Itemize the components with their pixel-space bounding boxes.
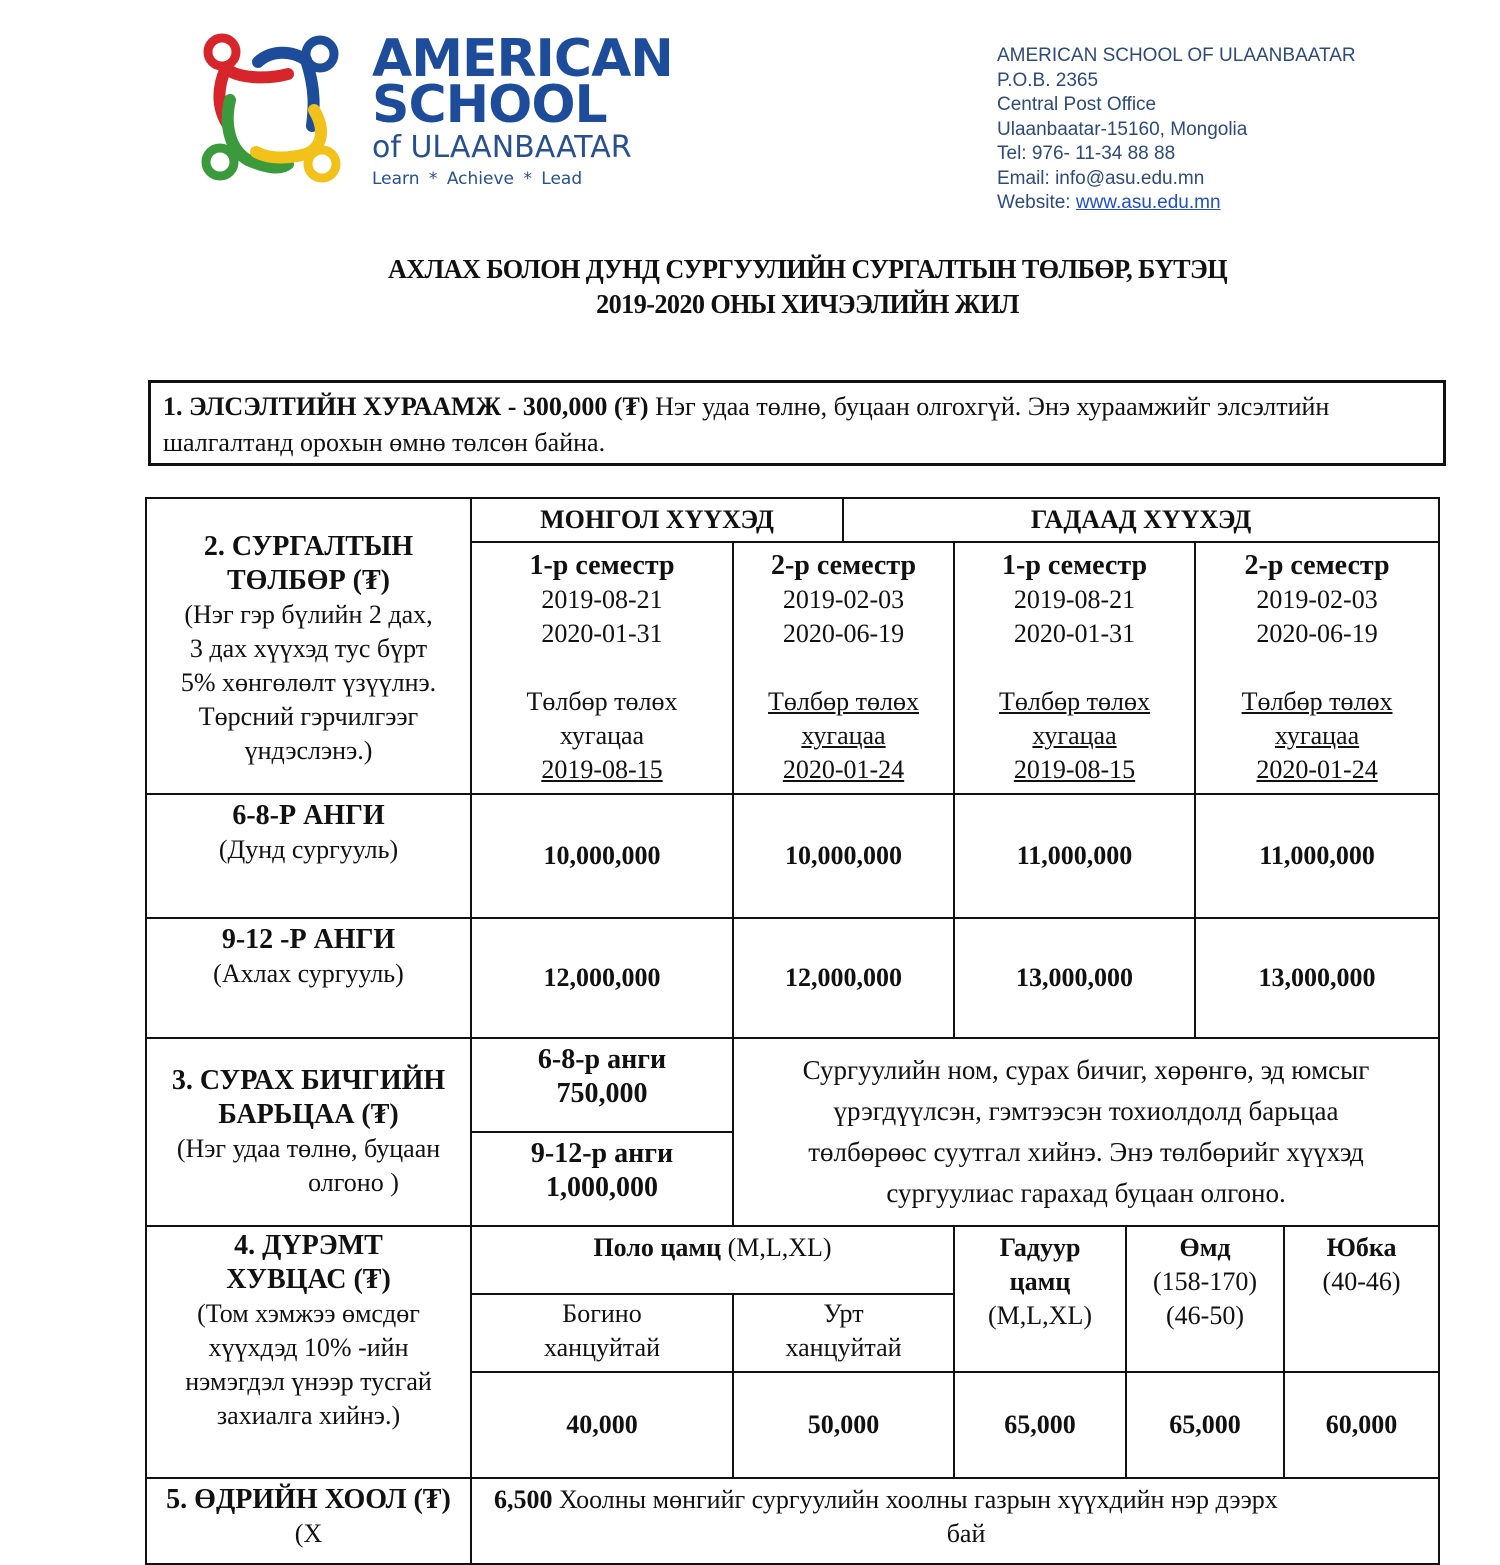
semester-title: 2-р семестр <box>1244 550 1390 581</box>
uniform-note-line: (Том хэмжээ өмсдөг <box>197 1299 420 1328</box>
address-city: Ulaanbaatar-15160, Mongolia <box>997 118 1248 140</box>
grade-name: 6-8-Р АНГИ <box>232 800 385 831</box>
page-title-line2: 2019-2020 ОНЫ ХИЧЭЭЛИЙН ЖИЛ <box>596 289 1019 319</box>
table-row <box>146 1478 1439 1564</box>
due-date: 2020-01-24 <box>782 755 905 784</box>
uniform-price: 40,000 <box>471 1372 733 1478</box>
deposit-grade: 6-8-р анги <box>537 1044 667 1075</box>
pants-title: Өмд <box>1179 1233 1231 1262</box>
logo-school: SCHOOL <box>372 75 607 135</box>
due-label-2: хугацаа <box>801 721 886 750</box>
fee-value: 11,000,000 <box>1195 794 1439 918</box>
deposit-item <box>471 1132 733 1226</box>
uniform-price: 50,000 <box>733 1372 954 1478</box>
semester-title: 1-р семестр <box>1002 550 1148 581</box>
jacket-title: цамц <box>1009 1267 1071 1296</box>
deposit-description-line: сургуулиас гарахад буцаан олгоно. <box>886 1178 1286 1208</box>
semester-cell <box>954 542 1195 794</box>
table-row <box>146 918 1439 1038</box>
deposit-description-line: төлбөрөөс суутгал хийнэ. Энэ төлбөрийг хүүхэд <box>808 1137 1364 1167</box>
pants-sizes: (158-170) <box>1153 1267 1257 1296</box>
jacket-header <box>954 1226 1126 1372</box>
logo-people-circle-icon <box>196 30 346 190</box>
polo-label: Поло цамц <box>593 1233 722 1262</box>
deposit-item <box>471 1038 733 1132</box>
address-email: Email: info@asu.edu.mn <box>997 167 1205 189</box>
tuition-label-cell <box>146 498 471 794</box>
address-tel: Tel: 976- 11-34 88 88 <box>997 143 1176 164</box>
table-row <box>146 794 1439 918</box>
deposit-title-line2: БАРЬЦАА (₮) <box>218 1099 399 1130</box>
due-label-2: хугацаа <box>1032 721 1117 750</box>
jacket-title: Гадуур <box>999 1233 1081 1262</box>
tuition-note-line5: үндэслэнэ.) <box>244 736 373 765</box>
due-date: 2019-08-15 <box>541 755 663 784</box>
uniform-price: 65,000 <box>1126 1372 1284 1478</box>
tuition-note-line4: Төрсний гэрчилгээг <box>198 702 419 731</box>
uniform-title-line2: ХУВЦАС (₮) <box>226 1264 391 1295</box>
address-website <box>997 191 1356 216</box>
due-label-2: хугацаа <box>1274 721 1360 750</box>
semester-start: 2019-02-03 <box>1256 585 1378 614</box>
due-label-1: Төлбөр төлөх <box>768 687 919 716</box>
semester-start: 2019-08-21 <box>541 585 663 614</box>
polo-sizes: (M,L,XL) <box>721 1233 832 1262</box>
semester-start: 2019-02-03 <box>782 585 905 614</box>
pants-header <box>1126 1226 1284 1372</box>
deposit-amount: 1,000,000 <box>546 1172 658 1203</box>
logo-of-ulaanbaatar: of ULAANBAATAR <box>372 130 632 165</box>
due-date: 2019-08-15 <box>1013 755 1136 784</box>
website-label: Website: <box>997 192 1076 213</box>
deposit-note-line2: олгоно ) <box>308 1168 399 1197</box>
meals-text-continued: бай <box>946 1519 986 1548</box>
uniform-label-cell <box>146 1226 471 1478</box>
meals-text: Хоолны мөнгийг сургуулийн хоолны газрын хүүхдийн нэр дээрх <box>552 1485 1278 1514</box>
group-header-mongolian: МОНГОЛ ХҮҮХЭД <box>471 498 843 542</box>
semester-title: 1-р семестр <box>529 550 675 581</box>
skirt-title: Юбка <box>1326 1233 1397 1262</box>
fees-table <box>145 497 1440 1565</box>
deposit-amount: 750,000 <box>556 1078 648 1109</box>
deposit-description <box>733 1038 1439 1226</box>
semester-end: 2020-06-19 <box>782 619 905 648</box>
fee-value: 13,000,000 <box>954 918 1195 1038</box>
deposit-description-line: Сургуулийн ном, сурах бичиг, хөрөнгө, эд юмсыг <box>802 1055 1370 1085</box>
due-label-1: Төлбөр төлөх <box>526 687 678 716</box>
admission-fee-box <box>148 380 1446 466</box>
skirt-header <box>1284 1226 1439 1372</box>
fee-value: 12,000,000 <box>733 918 954 1038</box>
semester-end: 2020-01-31 <box>1013 619 1136 648</box>
semester-cell <box>733 542 954 794</box>
website-link[interactable]: www.asu.edu.mn <box>1075 192 1221 213</box>
meals-description <box>471 1478 1439 1564</box>
admission-fee-text: Нэг удаа төлнө, буцаан олгохгүй. Энэ хураамжийг элсэлтийн шалгалтанд орохын өмнө төлсөн байна. <box>163 392 1330 457</box>
school-address <box>997 44 1356 216</box>
fee-value: 13,000,000 <box>1195 918 1439 1038</box>
fee-value: 10,000,000 <box>733 794 954 918</box>
due-label-1: Төлбөр төлөх <box>999 687 1150 716</box>
page-title-line1: АХЛАХ БОЛОН ДУНД СУРГУУЛИЙН СУРГАЛТЫН ТӨЛБӨР, БҮТЭЦ <box>388 254 1227 284</box>
tuition-note-line3: 5% хөнгөлөлт үзүүлнэ. <box>180 668 437 697</box>
polo-long-label: ханцуйтай <box>785 1333 902 1362</box>
uniform-note-line: хүүхдэд 10% -ийн <box>208 1333 409 1362</box>
polo-short-label: Богино <box>562 1299 642 1328</box>
uniform-title-line1: 4. ДҮРЭМТ <box>234 1230 383 1261</box>
meals-note: (Х <box>294 1519 323 1548</box>
logo-american: AMERICAN <box>372 29 673 89</box>
semester-cell <box>471 542 733 794</box>
polo-long-header <box>733 1294 954 1372</box>
tuition-title-line1: 2. СУРГАЛТЫН <box>203 531 414 562</box>
polo-short-header <box>471 1294 733 1372</box>
group-header-foreign: ГАДААД ХҮҮХЭД <box>843 498 1439 542</box>
polo-long-label: Урт <box>823 1299 864 1328</box>
tuition-title-line2: ТӨЛБӨР (₮) <box>226 565 391 596</box>
meals-label-cell <box>146 1478 471 1564</box>
deposit-label-cell <box>146 1038 471 1226</box>
grade-name: 9-12 -Р АНГИ <box>221 924 396 955</box>
address-name: AMERICAN SCHOOL OF ULAANBAATAR <box>997 45 1356 66</box>
school-logo <box>196 29 673 195</box>
due-label-2: хугацаа <box>559 721 645 750</box>
tuition-note-line2: 3 дах хүүхэд тус бүрт <box>189 634 428 663</box>
semester-end: 2020-01-31 <box>541 619 663 648</box>
semester-title: 2-р семестр <box>770 550 917 581</box>
grade-label-cell <box>146 918 471 1038</box>
deposit-description-line: үрэгдүүлсэн, гэмтээсэн тохиолдолд барьцаа <box>833 1096 1339 1126</box>
meals-title: 5. ӨДРИЙН ХООЛ (₮) <box>166 1484 451 1515</box>
jacket-sizes: (M,L,XL) <box>988 1301 1092 1330</box>
deposit-title-line1: 3. СУРАХ БИЧГИЙН <box>171 1065 446 1096</box>
grade-school: (Дунд сургууль) <box>218 835 399 864</box>
grade-label-cell <box>146 794 471 918</box>
skirt-sizes: (40-46) <box>1322 1267 1401 1296</box>
logo-wordmark <box>372 29 673 190</box>
semester-start: 2019-08-21 <box>1013 585 1136 614</box>
due-date: 2020-01-24 <box>1256 755 1378 784</box>
logo-tagline: Learn * Achieve * Lead <box>372 169 583 189</box>
fee-value: 10,000,000 <box>471 794 733 918</box>
uniform-note-line: нэмэгдэл үнээр тусгай <box>185 1367 432 1396</box>
deposit-grade: 9-12-р анги <box>530 1138 674 1169</box>
meals-amount: 6,500 <box>494 1485 553 1514</box>
polo-header <box>471 1226 954 1294</box>
fee-value: 12,000,000 <box>471 918 733 1038</box>
semester-end: 2020-06-19 <box>1256 619 1378 648</box>
admission-fee-label: 1. ЭЛСЭЛТИЙН ХУРААМЖ - 300,000 (₮) <box>163 392 649 421</box>
grade-school: (Ахлах сургууль) <box>213 959 404 988</box>
polo-short-label: ханцуйтай <box>543 1333 661 1362</box>
page-title <box>24 252 1500 322</box>
due-label-1: Төлбөр төлөх <box>1241 687 1393 716</box>
uniform-note-line: захиалга хийнэ.) <box>216 1401 401 1430</box>
uniform-price: 65,000 <box>954 1372 1126 1478</box>
address-office: Central Post Office <box>997 94 1157 115</box>
tuition-note-line1: (Нэг гэр бүлийн 2 дах, <box>184 600 433 629</box>
semester-cell <box>1195 542 1439 794</box>
address-pob: P.O.B. 2365 <box>997 69 1099 91</box>
fee-value: 11,000,000 <box>954 794 1195 918</box>
deposit-note-line1: (Нэг удаа төлнө, буцаан <box>176 1134 441 1163</box>
pants-sizes: (46-50) <box>1166 1301 1244 1330</box>
uniform-price: 60,000 <box>1284 1372 1439 1478</box>
